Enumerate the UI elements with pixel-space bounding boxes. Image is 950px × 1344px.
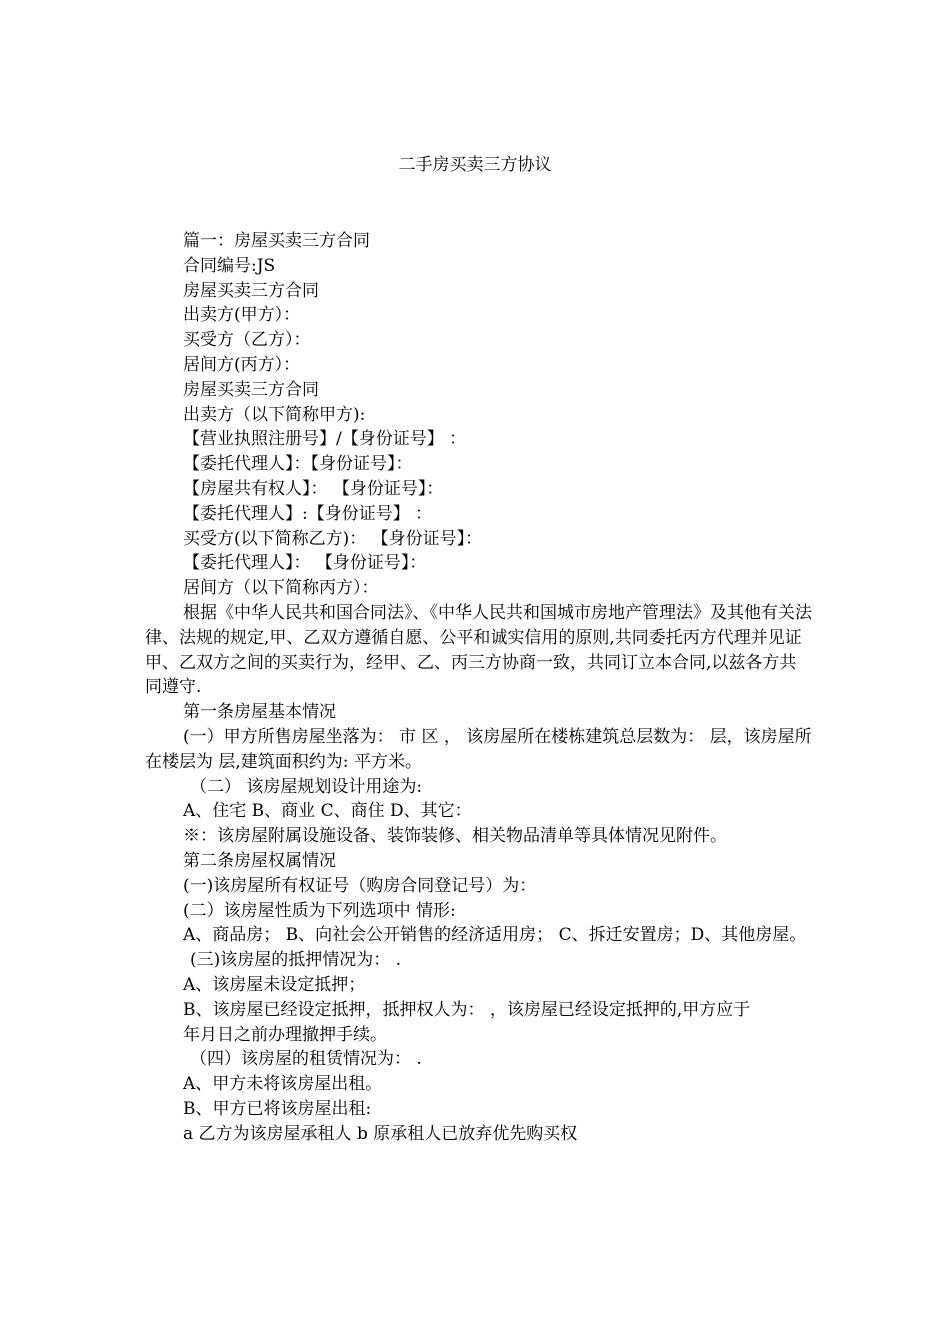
text-line: 【营业执照注册号】/【身份证号】 ： xyxy=(183,429,467,450)
buyer-line: 买受方(以下简称乙方)： 【身份证号】： xyxy=(183,528,483,549)
text-line: 【委托代理人】： 【身份证号】： xyxy=(183,553,427,574)
text-line: A、该房屋未设定抵押； xyxy=(183,974,366,995)
document-title: 二手房买卖三方协议 xyxy=(398,155,552,175)
text-line: A、甲方未将该房屋出租。 xyxy=(183,1074,383,1095)
text-line: 【委托代理人】:【身份证号】 ： xyxy=(183,503,433,524)
text-line: （四）该房屋的租赁情况为： . xyxy=(190,1049,422,1070)
seller-line: 出卖方(甲方）： xyxy=(183,305,301,326)
text-line: (一)该房屋所有权证号（购房合同登记号）为： xyxy=(183,875,537,896)
document-body xyxy=(145,229,813,1146)
text-line: 年月日之前办理撤押手续。 xyxy=(183,1024,387,1045)
text-line: (二）该房屋性质为下列选项中 情形: xyxy=(183,900,456,921)
article-heading: 第二条房屋权属情况 xyxy=(183,850,336,871)
buyer-line: 买受方（乙方）： xyxy=(183,330,311,351)
text-line: 房屋买卖三方合同 xyxy=(183,379,319,400)
intermediary-line: 居间方(丙方）： xyxy=(183,354,301,375)
text-paragraph: A、商品房； B、向社会公开销售的经济适用房； C、拆迁安置房；D、其他房屋。 xyxy=(183,925,807,946)
preamble-paragraph: 根据《中华人民共和国合同法》、《中华人民共和国城市房地产管理法》及其他有关法律、法规的规定,甲、乙双方遵循自愿、公平和诚实信用的原则,共同委托丙方代理并见证甲、乙双方之间的买卖行为，经甲、乙、丙三方协商一致，共同订立本合同,以兹各方共同遵守. xyxy=(145,602,812,698)
text-line: 【房屋共有权人】： 【身份证号】： xyxy=(183,478,444,499)
text-paragraph: (一）甲方所售房屋坐落为： 市 区 ， 该房屋所在楼栋建筑总层数为： 层，该房屋所在楼层为 层,建筑面积约为: 平方米。 xyxy=(145,726,812,772)
text-line: (三)该房屋的抵押情况为： . xyxy=(190,950,402,971)
text-line: A、住宅 B、商业 C、商住 D、其它： xyxy=(183,801,472,822)
text-paragraph: B、该房屋已经设定抵押，抵押权人为： ，该房屋已经设定抵押的,甲方应于 xyxy=(183,999,751,1020)
text-line: 【委托代理人】：【身份证号】： xyxy=(183,454,413,475)
text-line: B、甲方已将该房屋出租: xyxy=(183,1098,372,1119)
article-heading: 第一条房屋基本情况 xyxy=(183,702,336,723)
contract-number: 合同编号:JS xyxy=(183,255,276,276)
intermediary-line: 居间方（以下简称丙方）： xyxy=(183,578,379,599)
seller-line: 出卖方（以下简称甲方): xyxy=(183,404,366,425)
text-line: 房屋买卖三方合同 xyxy=(183,280,319,301)
text-line: a 乙方为该房屋承租人 b 原承租人已放弃优先购买权 xyxy=(183,1123,578,1144)
section-heading: 篇一：房屋买卖三方合同 xyxy=(183,231,370,251)
text-line: （二） 该房屋规划设计用途为: xyxy=(190,776,423,797)
text-line: ※：该房屋附属设施设备、装饰装修、相关物品清单等具体情况见附件。 xyxy=(183,826,727,847)
